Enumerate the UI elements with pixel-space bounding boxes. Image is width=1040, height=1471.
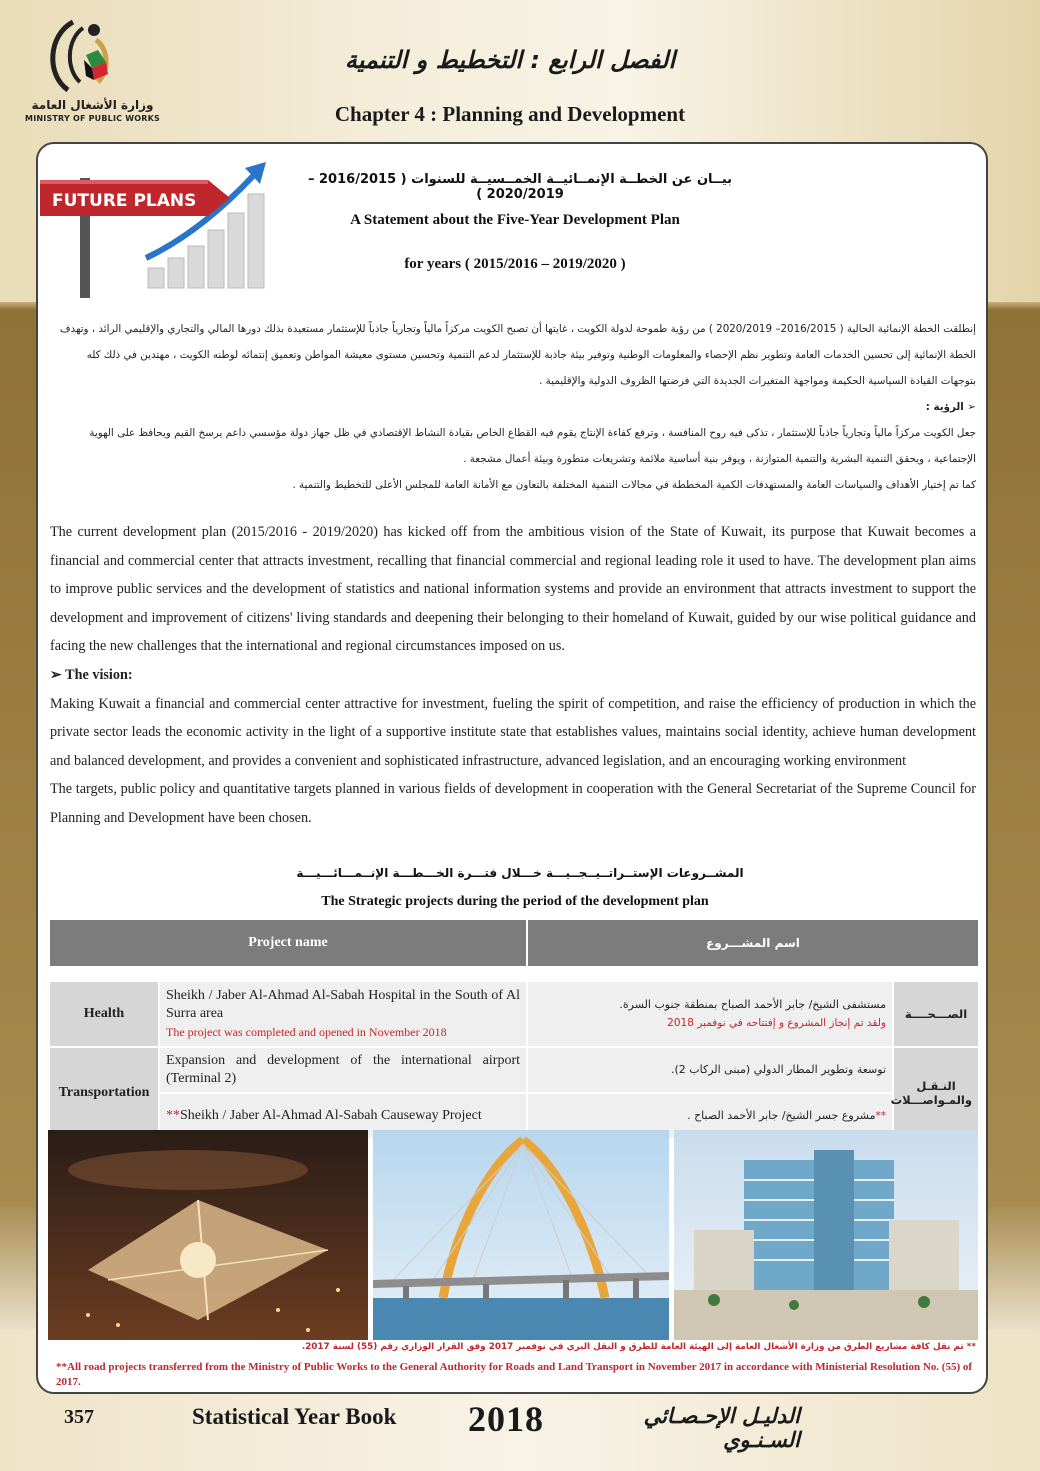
sign-text: FUTURE PLANS: [52, 191, 197, 211]
arabic-text-block: [50, 316, 976, 498]
project-hospital-name-en: Sheikh / Jaber Al-Ahmad Al-Sabah Hospital in the South of Al Surra area: [166, 987, 520, 1021]
project-causeway-name-en: Sheikh / Jaber Al-Ahmad Al-Sabah Causeway Project: [180, 1108, 482, 1123]
footnote-en: **All road projects transferred from the Ministry of Public Works to the General Authority for Roads and Land Transport in November 2017 in accordance with Ministerial Resolution No. (55) of 2017.: [56, 1361, 973, 1388]
page-number: 357: [64, 1406, 94, 1428]
ministry-name-en: MINISTRY OF PUBLIC WORKS: [25, 114, 160, 123]
footer-book-title-en: Statistical Year Book: [192, 1404, 397, 1429]
statement-title-ar: بيــان عن الخطــة الإنمــائيــة الخمــسيــة للسنوات ( 2016/2015 – 2020/2019 ): [307, 172, 733, 202]
sector-health-ar: الصـــحــــة: [893, 981, 979, 1047]
column-header-project-ar: اسم المشـــروع: [527, 919, 979, 967]
statement-title-en: A Statement about the Five-Year Development Plan: [350, 212, 680, 228]
causeway-marker-en: **: [166, 1108, 180, 1123]
project-causeway-name-ar: مشروع جسر الشيخ/ جابر الأحمد الصباح .: [687, 1109, 876, 1122]
project-airport-ar: توسعة وتطوير المطار الدولي (مبنى الركاب 2).: [527, 1047, 893, 1093]
project-hospital-status-en: The project was completed and opened in November 2018: [166, 1024, 447, 1039]
airport-terminal-photo: [48, 1130, 368, 1340]
sector-transport-en: Transportation: [49, 1047, 159, 1139]
sector-health-en: Health: [49, 981, 159, 1047]
project-hospital-ar: [527, 981, 893, 1047]
ministry-name-ar: وزارة الأشغال العامة: [31, 98, 154, 112]
sector-transport-ar: النـقـل والمـواصـــلات: [893, 1047, 979, 1139]
footer-book-title-ar: الدليـل الإحـصـائي السـنـوي: [643, 1404, 800, 1452]
project-hospital-name-ar: مستشفى الشيخ/ جابر الأحمد الصباح بمنطقة جنوب السرة.: [619, 998, 886, 1011]
english-text-block: [50, 518, 976, 833]
english-targets-paragraph: The targets, public policy and quantitative targets planned in various fields of development in cooperation with the General Secretariat of the Supreme Council for Planning and Development have been chosen.: [50, 781, 976, 826]
strategic-projects-table: [48, 918, 980, 1140]
english-intro-paragraph: The current development plan (2015/2016 - 2019/2020) has kicked off from the ambitious vision of the State of Kuwait, its purpose that Kuwait becomes a financial and commercial center that attracts investment, recalling that financial commercial and regional leading role it used to have. The development plan aims to improve public services and the development of statistics and national information systems and provide an environment that attracts investment to support the development and improvement of citizens' living standards and deepening their belonging to their homeland of Kuwait, guided by our wise political guidance and facing the new challenges that the international and regional circumstances imposed on us.: [50, 524, 976, 655]
hospital-photo: [674, 1130, 978, 1340]
english-vision-heading: ➢ The vision:: [50, 666, 133, 683]
statement-years-en: for years ( 2015/2016 – 2019/2020 ): [404, 256, 626, 272]
table-row: [49, 981, 979, 1047]
project-airport-en: Expansion and development of the international airport (Terminal 2): [159, 1047, 527, 1093]
arabic-vision-paragraph: جعل الكويت مركزاً مالياً وتجارياً جاذباً للإستثمار ، تذكى فيه روح المنافسة ، وترفع كفاءة الإنتاج يقوم فيه القطاع الخاص بقيادة النشاط الإقتصادي في ظل جهاز دولة مؤسسي داعم يرسخ القيم ويحافظ على الهوية الإجتماعية ، ويحقق التنمية البشرية والتنمية المتوازنة ، ويوفر بنية أساسية ملائمة وتشريعات متطورة وبيئة أعمال مشجعة .: [89, 427, 976, 465]
causeway-bridge-photo: [373, 1130, 669, 1340]
project-hospital-status-ar: ولقد تم إنجاز المشروع و إفتتاحه في نوفمبر 2018: [667, 1017, 886, 1029]
strategic-title-ar: المشــروعات الإستــراتــيــجــيـــة خـــلال فتـــرة الخـــطـــة الإنــمـــائـــيـــة: [296, 866, 744, 880]
chapter-title-ar: الفصل الرابع : التخطيط و التنمية: [344, 46, 676, 74]
table-header-row: [49, 919, 979, 967]
chapter-title-en: Chapter 4 : Planning and Development: [334, 102, 686, 126]
future-plans-illustration: [38, 158, 270, 298]
strategic-title-en: The Strategic projects during the period of the development plan: [321, 894, 709, 909]
table-row: [49, 1047, 979, 1093]
footer-year: 2018: [468, 1399, 544, 1439]
arabic-intro-paragraph: إنطلقت الخطة الإنمائية الحالية ( 2016/2015– 2020/2019 ) من رؤية طموحة لدولة الكويت ، غايتها أن تصبح الكويت مركزاً مالياً وتجارياً جاذباً للإستثمار مستعيدة بذلك دورها المالي والتجاري والإقليمي الرائد ، وتهدف الخطة الإنمائية إلى تحسين الخدمات العامة وتطوير نظم الإحصاء والمعلومات الوطنية وتوفير بيئة جاذبة للإستثمار لدعم التنمية وتحسين مستوى معيشة المواطن وتعميق إنتمائه لوطنه الكويت ، مهتدين في ذلك كله بتوجهات القيادة السياسية الحكيمة ومواجهة المتغيرات الجديدة التي فرضتها الظروف الدولية والإقليمية .: [59, 323, 976, 387]
causeway-marker-ar: **: [875, 1110, 886, 1122]
english-vision-paragraph: Making Kuwait a financial and commercial center attractive for investment, fueling the spirit of competition, and raise the efficiency of production in which the private sector leads the economic activity in the light of a supportive institute state that establishes values, maintains social identity, achieve human development and balanced development, and provides a convenient and sophisticated infrastructure, advanced legislation, and an encouraging working environment: [50, 695, 976, 769]
project-hospital-en: [159, 981, 527, 1047]
arabic-targets-paragraph: كما تم إختيار الأهداف والسياسات العامة والمستهدفات الكمية المخططة في مجالات التنمية المختلفة بالتعاون مع الأمانة العامة للمجلس الأعلى للتخطيط والتنمية .: [292, 479, 976, 491]
column-header-project-en: Project name: [49, 919, 527, 967]
footnote-ar: ** تم نقل كافة مشاريع الطرق من وزارة الأشغال العامة إلى الهيئة العامة للطرق و النقل البري في نوفمبر 2017 وفق القرار الوزاري رقم (55) لسنة 2017.: [301, 1342, 976, 1352]
arabic-vision-heading: ➢ الرؤية :: [925, 401, 976, 413]
